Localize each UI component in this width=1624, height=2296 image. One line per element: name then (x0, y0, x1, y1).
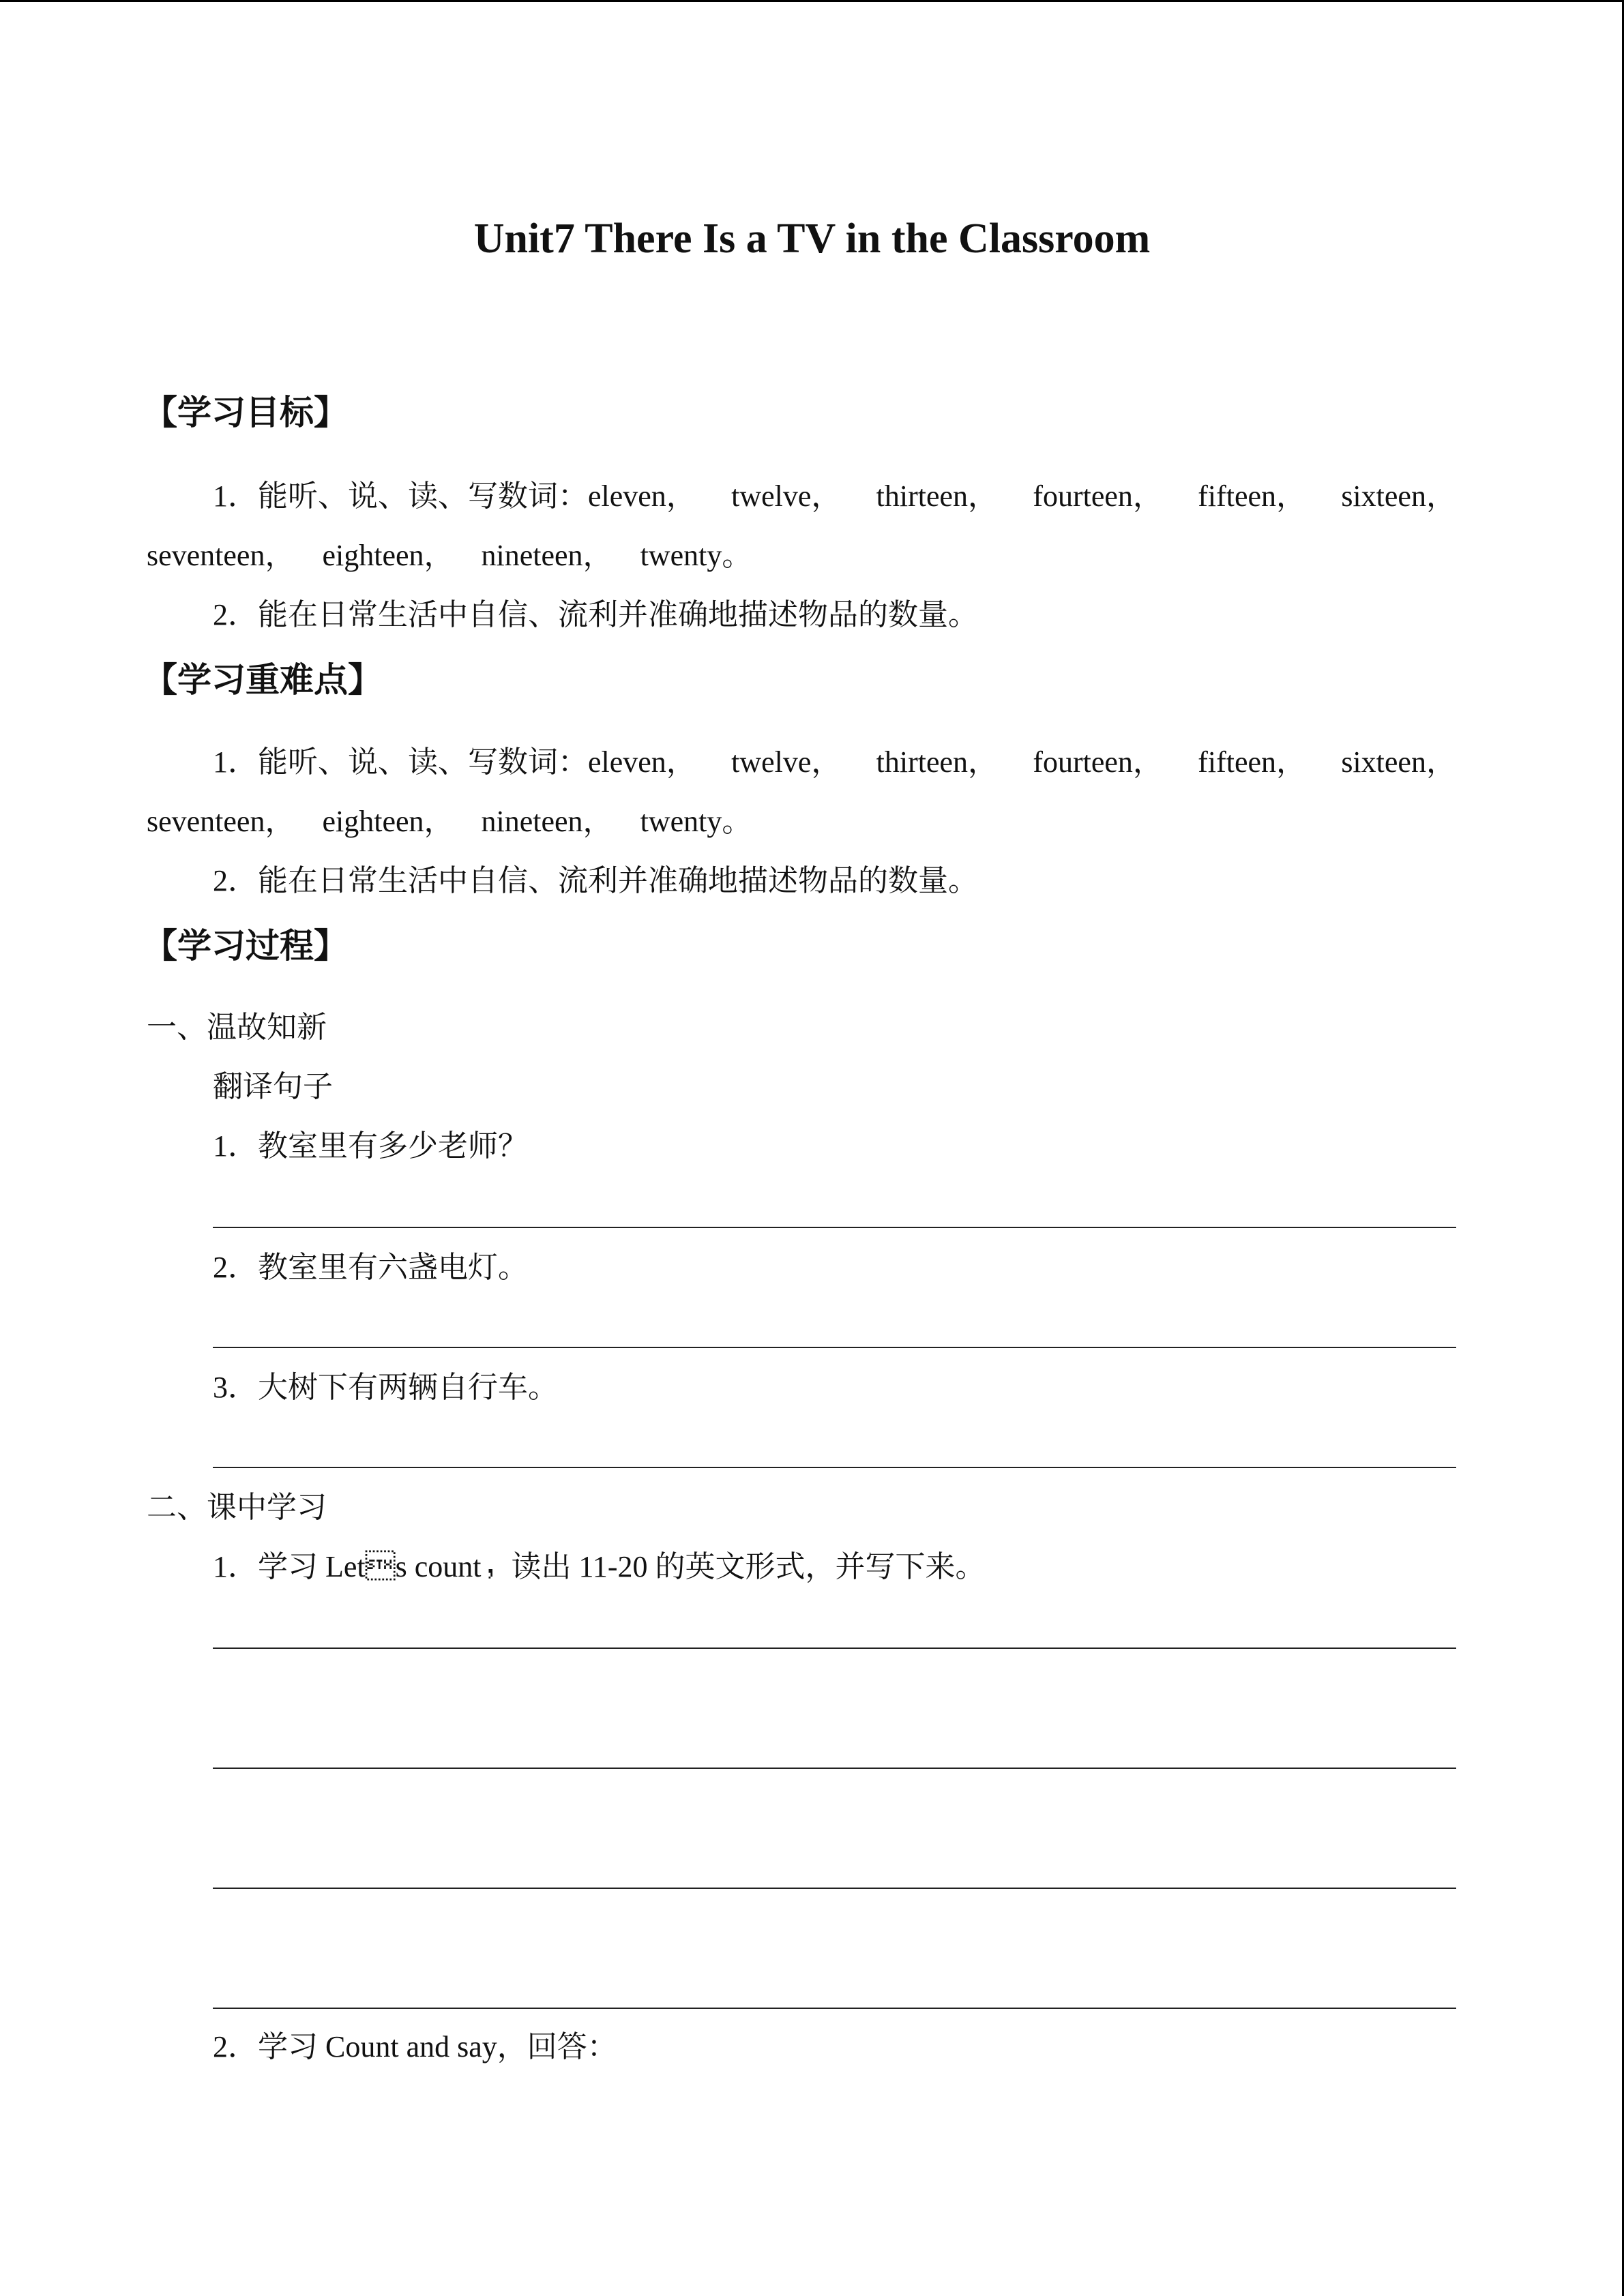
answer-line[interactable] (213, 1768, 1456, 1769)
answer-line[interactable] (213, 2008, 1456, 2009)
key-points-heading: 【学习重难点】 (143, 660, 382, 700)
key-points-word: seventeen， (147, 805, 295, 838)
key-points-item1-prefix: 1．能听、说、读、写数词：eleven， (213, 745, 696, 779)
objectives-word: twenty。 (640, 539, 752, 572)
process-heading: 【学习过程】 (143, 926, 348, 966)
key-points-word: fifteen， (1198, 745, 1307, 779)
key-points-word: fourteen， (1033, 745, 1163, 779)
objectives-word: sixteen， (1341, 479, 1456, 513)
key-points-word: twelve， (731, 745, 842, 779)
page-title: Unit7 There Is a TV in the Classroom (473, 215, 1151, 262)
in-class-title: 二、课中学习 (147, 1491, 327, 1524)
review-title: 一、温故知新 (147, 1011, 327, 1044)
key-points-word: twenty。 (640, 805, 752, 838)
page-border-top (0, 0, 1624, 2)
objectives-word: thirteen， (876, 479, 999, 513)
objectives-item2: 2．能在日常生活中自信、流利并准确地描述物品的数量。 (213, 598, 978, 631)
key-points-item1-line2 (147, 801, 752, 842)
objectives-word: seventeen， (147, 539, 295, 572)
key-points-word: thirteen， (876, 745, 999, 779)
review-question-1: 1．教室里有多少老师？ (213, 1129, 528, 1163)
answer-line[interactable] (213, 1648, 1456, 1649)
objectives-word: eighteen， (322, 539, 454, 572)
review-question-3: 3．大树下有两辆自行车。 (213, 1371, 558, 1404)
key-points-item1-line1 (213, 742, 1456, 783)
review-question-2: 2．教室里有六盏电灯。 (213, 1251, 528, 1284)
objectives-heading: 【学习目标】 (143, 393, 348, 432)
key-points-word: eighteen， (322, 805, 454, 838)
key-points-item2: 2．能在日常生活中自信、流利并准确地描述物品的数量。 (213, 864, 978, 897)
key-points-word: nineteen， (481, 805, 613, 838)
in-class-task-1: 1．学习 Lets count，读出 11-20 的英文形式，并写下来。 (213, 1550, 986, 1583)
objectives-item1-prefix: 1．能听、说、读、写数词：eleven， (213, 479, 696, 513)
in-class-task-2: 2．学习 Count and say，回答： (213, 2030, 617, 2063)
objectives-word: nineteen， (481, 539, 613, 572)
review-subtitle: 翻译句子 (213, 1070, 333, 1103)
objectives-item1-line2 (147, 535, 752, 576)
objectives-word: fourteen， (1033, 479, 1163, 513)
objectives-item1-line1 (213, 476, 1456, 517)
objectives-word: twelve， (731, 479, 842, 513)
answer-line[interactable] (213, 1467, 1456, 1468)
answer-line[interactable] (213, 1888, 1456, 1889)
key-points-word: sixteen， (1341, 745, 1456, 779)
answer-line[interactable] (213, 1347, 1456, 1348)
objectives-word: fifteen， (1198, 479, 1307, 513)
answer-line[interactable] (213, 1227, 1456, 1228)
